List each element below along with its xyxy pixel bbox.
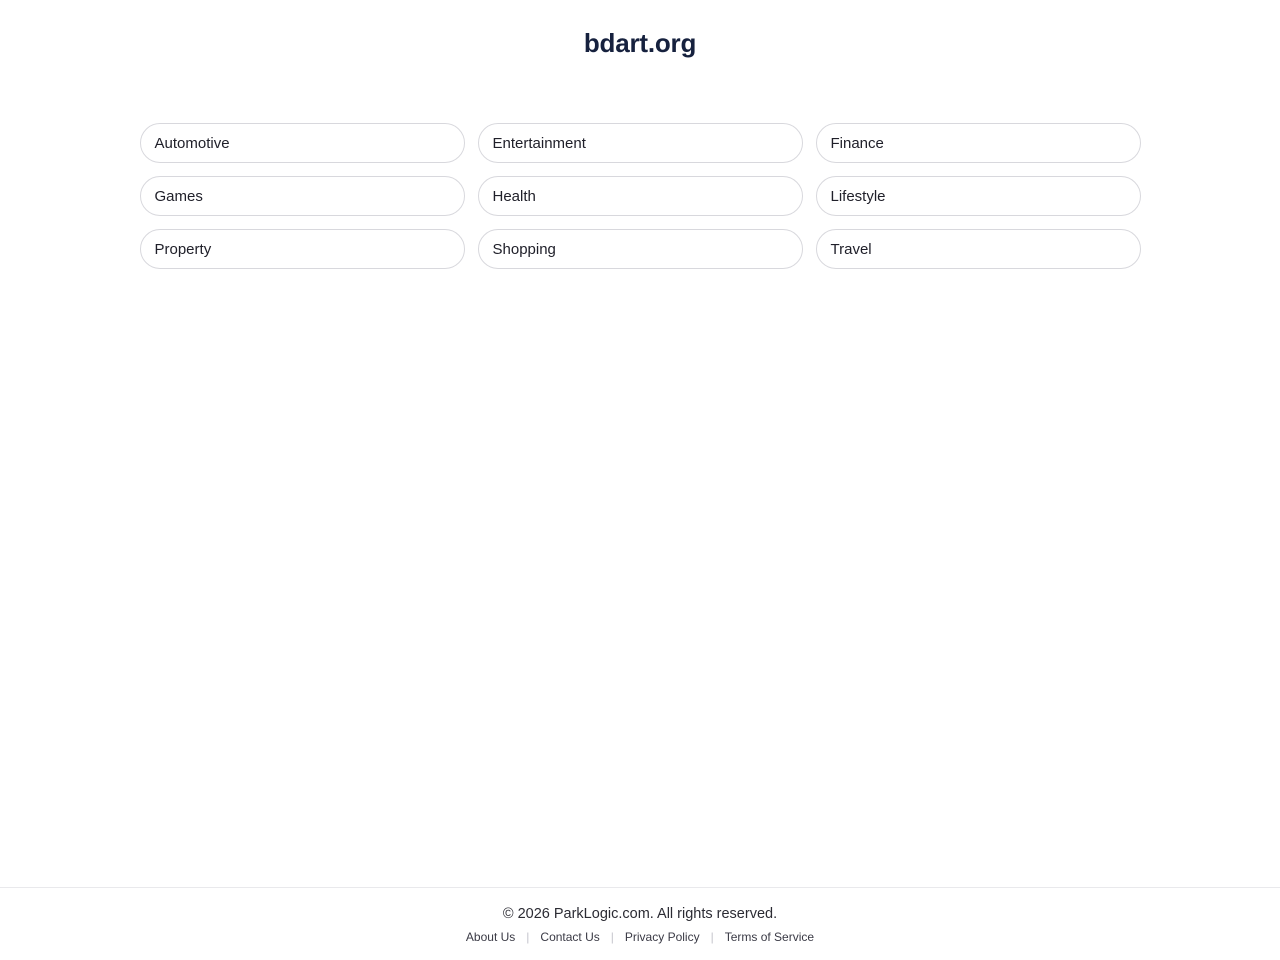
category-link-automotive[interactable] bbox=[140, 123, 465, 163]
copyright-text: © 2026 ParkLogic.com. All rights reserved. bbox=[502, 906, 778, 922]
category-label: Entertainment bbox=[492, 134, 586, 152]
footer-separator: | bbox=[710, 930, 714, 944]
page-header bbox=[0, 0, 1280, 59]
page-title: bdart.org bbox=[583, 28, 697, 58]
footer-link-about-us[interactable]: About Us bbox=[465, 930, 516, 944]
category-label: Health bbox=[492, 187, 536, 205]
page-footer bbox=[0, 887, 1280, 960]
category-label: Shopping bbox=[492, 240, 556, 258]
category-label: Automotive bbox=[154, 134, 230, 152]
footer-links bbox=[0, 930, 1280, 944]
footer-link-privacy-policy[interactable]: Privacy Policy bbox=[624, 930, 700, 944]
footer-separator: | bbox=[526, 930, 530, 944]
category-label: Finance bbox=[830, 134, 884, 152]
category-grid bbox=[140, 123, 1140, 269]
category-label: Lifestyle bbox=[830, 187, 886, 205]
category-label: Travel bbox=[830, 240, 872, 258]
footer-link-terms-of-service[interactable]: Terms of Service bbox=[724, 930, 815, 944]
category-link-property[interactable] bbox=[140, 229, 465, 269]
footer-separator: | bbox=[610, 930, 614, 944]
category-label: Property bbox=[154, 240, 212, 258]
category-link-finance[interactable] bbox=[816, 123, 1141, 163]
category-link-entertainment[interactable] bbox=[478, 123, 803, 163]
category-link-health[interactable] bbox=[478, 176, 803, 216]
category-link-games[interactable] bbox=[140, 176, 465, 216]
category-link-lifestyle[interactable] bbox=[816, 176, 1141, 216]
main-content bbox=[0, 59, 1280, 887]
footer-link-contact-us[interactable]: Contact Us bbox=[540, 930, 600, 944]
category-link-travel[interactable] bbox=[816, 229, 1141, 269]
category-link-shopping[interactable] bbox=[478, 229, 803, 269]
category-label: Games bbox=[154, 187, 203, 205]
